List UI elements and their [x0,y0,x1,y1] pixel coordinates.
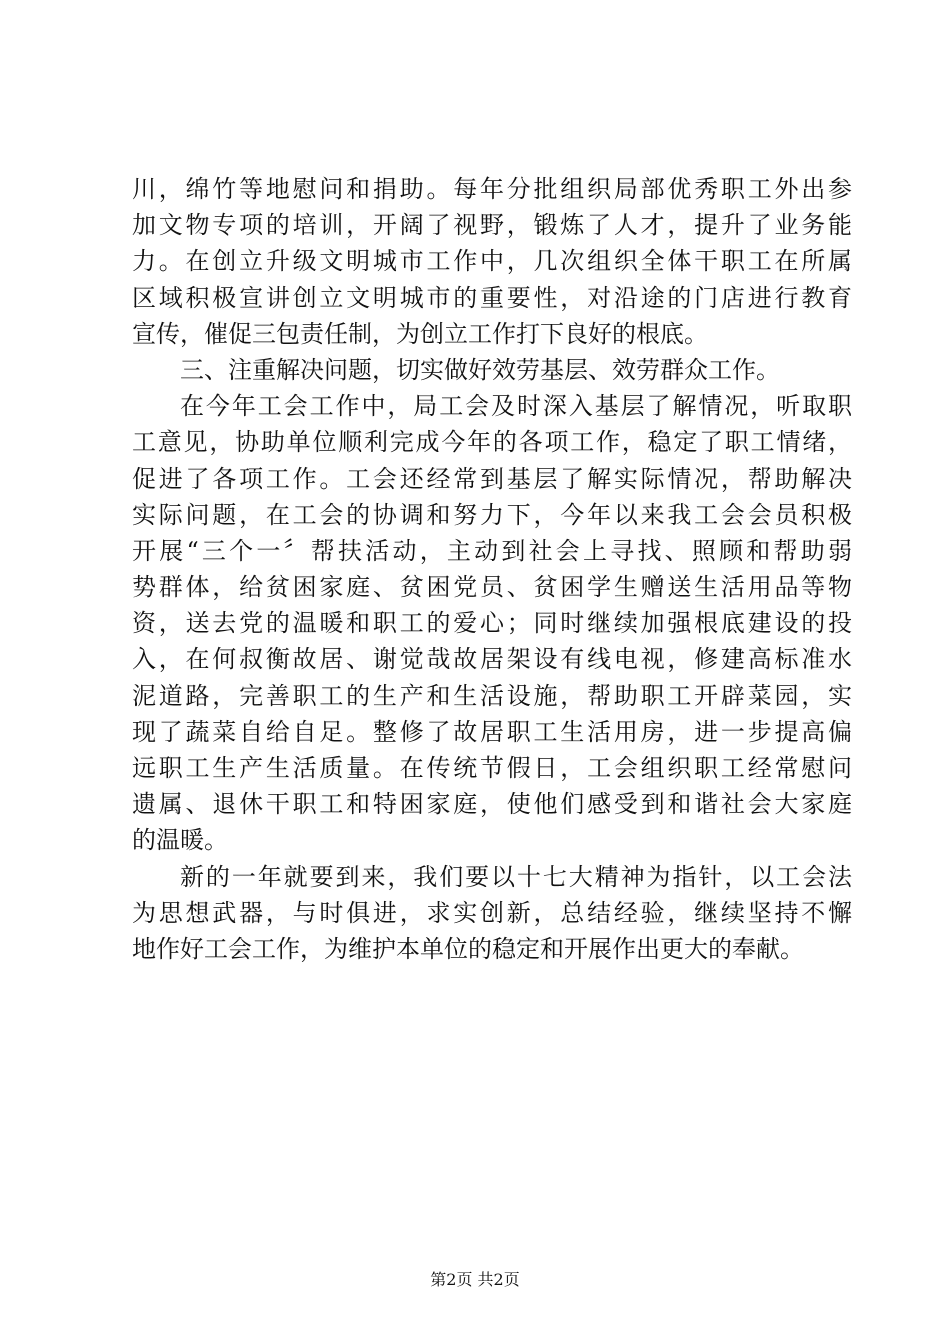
text-line: 势群体，给贫困家庭、贫困党员、贫困学生赠送生活用品等物 [132,573,852,602]
text-line: 力。在创立升级文明城市工作中，几次组织全体干职工在所属 [132,247,852,276]
text-line: 入，在何叔衡故居、谢觉哉故居架设有线电视，修建高标准水 [132,645,852,674]
text-line: 远职工生产生活质量。在传统节假日，工会组织职工经常慰问 [132,754,852,782]
text-line: 泥道路，完善职工的生产和生活设施，帮助职工开辟菜园，实 [132,681,852,710]
text-line: 的温暖。 [132,826,228,855]
text-line: 川，绵竹等地慰问和捐助。每年分批组织局部优秀职工外出参 [132,175,852,203]
text-line: 实际问题，在工会的协调和努力下，今年以来我工会会员积极 [132,500,852,529]
text-line: 遗属、退休干职工和特困家庭，使他们感受到和谐社会大家庭 [132,790,852,819]
text-line: 宣传，催促三包责任制，为创立工作打下良好的根底。 [132,319,708,348]
text-line: 加文物专项的培训，开阔了视野，锻炼了人才，提升了业务能 [132,211,852,240]
text-line: 地作好工会工作，为维护本单位的稳定和开展作出更大的奉献。 [132,934,804,963]
text-line: 为思想武器，与时俱进，求实创新，总结经验，继续坚持不懈 [132,898,852,927]
text-line: 区域积极宣讲创立文明城市的重要性，对沿途的门店进行教育 [132,283,852,312]
document-body [132,171,852,967]
page-footer: 第2页 共2页 [430,1270,520,1289]
text-line: 在今年工会工作中，局工会及时深入基层了解情况，听取职 [180,392,852,421]
text-line: 工意见，协助单位顺利完成今年的各项工作，稳定了职工情绪， [132,428,852,457]
text-line: 现了蔬菜自给自足。整修了故居职工生活用房，进一步提高偏 [132,717,852,746]
text-line: 新的一年就要到来，我们要以十七大精神为指针，以工会法 [180,862,852,891]
text-line: 资，送去党的温暖和职工的爱心；同时继续加强根底建设的投 [132,609,852,638]
text-line: 开展“三个一〞帮扶活动，主动到社会上寻找、照顾和帮助弱 [132,536,852,565]
text-line: 三、注重解决问题，切实做好效劳基层、效劳群众工作。 [180,355,780,384]
text-line: 促进了各项工作。工会还经常到基层了解实际情况，帮助解决 [132,464,852,493]
